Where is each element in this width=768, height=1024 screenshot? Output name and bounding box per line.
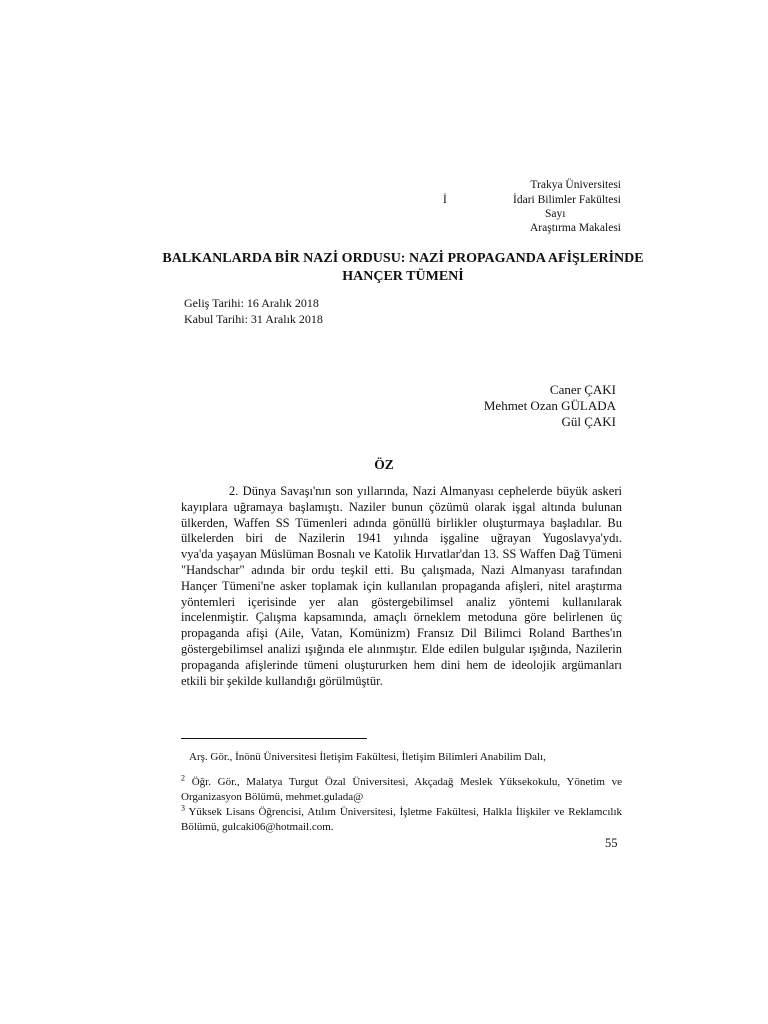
journal-faculty: İdari Bilimler Fakültesi bbox=[513, 194, 621, 206]
footnote-3-text: Yüksek Lisans Öğrencisi, Atılım Üniversitesi, İşletme Fakültesi, Halkla İlişkiler ve Reklamcılık Bölümü, gulcaki06@hotmail.com. bbox=[181, 806, 622, 833]
abstract-body: 2. Dünya Savaşı'nın son yıllarında, Nazi Almanyası cephelerde büyük askeri kayıplara uğramaya başlamıştı. Naziler bunun çözümü olarak işgal altında bulunan ülkerden, Waffen SS Tümenleri adında gönüllü birlikler oluşturmaya başladılar. Bu ülkelerden biri de Nazilerin 1941 yılında işgaline uğrayan Yugoslavya'ydı. vya'da yaşayan Müslüman Bosnalı ve Katolik Hırvatlar'dan 13. SS Waffen Dağ Tümeni "Handschar" adında bir ordu teşkil etti. Bu çalışmada, Nazi Almanyası tarafından Hançer Tümeni'ne asker toplamak için kullanılan propaganda afişleri, nitel araştırma yöntemleri içerisinde yer alan göstergebilimsel analiz yöntemi kullanılarak incelenmiştir. Çalışma kapsamında, amaçlı örneklem metoduna göre belirlenen üç propaganda afişi (Aile, Vatan, Komünizm) Fransız Dil Bilimci Roland Barthes'ın göstergebilimsel analizi ışığında ele alınmıştır. Elde edilen bulgular ışığında, Nazilerin propaganda afişlerinde tümeni oluştururken hem dini hem de ideolojik argümanları etkili bir şekilde kullandığı görülmüştür. bbox=[181, 484, 672, 688]
journal-issue: Sayı bbox=[545, 208, 566, 220]
page-number: 55 bbox=[605, 836, 618, 850]
journal-letter: İ bbox=[443, 194, 447, 206]
article-type: Araştırma Makalesi bbox=[529, 222, 621, 234]
footnote-1 bbox=[181, 750, 622, 765]
footnote-2-text: Öğr. Gör., Malatya Turgut Özal Üniversitesi, Akçadağ Meslek Yüksekokulu, Yönetim ve Organizasyon Bölümü, mehmet.gulada@ bbox=[181, 776, 622, 803]
journal-university: Trakya Üniversitesi bbox=[530, 179, 621, 191]
author-2: Mehmet Ozan GÜLADA bbox=[483, 398, 616, 413]
footnote-2-mark: 2 bbox=[181, 773, 185, 783]
footnote-2 bbox=[181, 775, 622, 804]
abstract-heading: ÖZ bbox=[374, 457, 394, 472]
author-1: Caner ÇAKI bbox=[549, 382, 616, 397]
submission-dates bbox=[184, 296, 323, 327]
received-date: Geliş Tarihi: 16 Aralık 2018 bbox=[184, 296, 319, 310]
footnote-3-mark: 3 bbox=[181, 803, 185, 813]
article-title: BALKANLARDA BİR NAZİ ORDUSU: NAZİ PROPAGANDA AFİŞLERİNDE HANÇER TÜMENİ bbox=[162, 251, 644, 284]
footnote-1-text: Arş. Gör., İnönü Üniversitesi İletişim Fakültesi, İletişim Bilimleri Anabilim Dalı, bbox=[189, 751, 546, 763]
footnote-divider bbox=[181, 738, 367, 739]
author-3: Gül ÇAKI bbox=[561, 414, 616, 429]
footnote-3 bbox=[181, 805, 622, 834]
accepted-date: Kabul Tarihi: 31 Aralık 2018 bbox=[184, 311, 323, 326]
author-list bbox=[484, 382, 616, 430]
